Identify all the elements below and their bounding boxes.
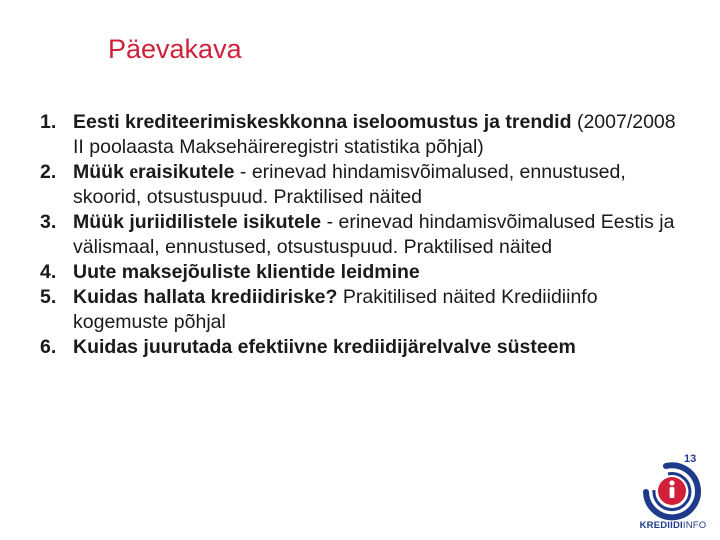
item-text: (2007/2008 II poolaasta Maksehäireregistri statistika põhjal) xyxy=(73,111,676,158)
item-heading: Kuidas hallata krediidiriske? xyxy=(73,286,338,308)
item-number: 2. xyxy=(40,161,57,183)
item-heading: Müük juriidilistele isikutele xyxy=(73,211,322,233)
logo-word-thin: INFO xyxy=(682,520,707,531)
item-heading: Eesti krediteerimiskeskkonna iseloomustus ja trendid xyxy=(73,111,572,133)
logo-badge: 13 xyxy=(684,453,697,465)
agenda-item-3 xyxy=(40,210,690,260)
item-heading: Kuidas juurutada efektiivne krediidijärelvalve süsteem xyxy=(73,336,576,358)
agenda-item-2 xyxy=(40,160,690,210)
logo-emblem-icon xyxy=(628,446,718,522)
agenda-item-5 xyxy=(40,285,690,335)
krediidiinfo-logo xyxy=(628,446,718,536)
logo-wordmark xyxy=(628,520,718,531)
item-text: - erinevad hindamisvõimalused, ennustused, skoorid, otsustuspuud. Praktilised näited xyxy=(73,161,626,208)
item-heading: Uute maksejõuliste klientide leidmine xyxy=(73,261,420,283)
item-heading-part: raisikutele xyxy=(138,161,235,183)
item-heading-part: e xyxy=(129,162,138,183)
logo-word-bold: KREDIIDI xyxy=(639,520,683,531)
slide-title: Päevakava xyxy=(108,34,242,64)
item-number: 1. xyxy=(40,111,57,133)
item-text: Prakitilised näited Krediidiinfo kogemuste põhjal xyxy=(73,286,598,333)
item-number: 6. xyxy=(40,336,57,358)
item-heading-part: Müük xyxy=(73,161,130,183)
agenda-list xyxy=(40,110,690,360)
agenda-item-4 xyxy=(40,260,690,285)
item-number: 5. xyxy=(40,286,57,308)
agenda-item-6 xyxy=(40,335,690,360)
item-number: 3. xyxy=(40,211,57,233)
agenda-item-1 xyxy=(40,110,690,160)
item-number: 4. xyxy=(40,261,57,283)
item-text: - erinevad hindamisvõimalused Eestis ja välismaal, ennustused, otsustuspuud. Praktilised näited xyxy=(73,211,675,258)
